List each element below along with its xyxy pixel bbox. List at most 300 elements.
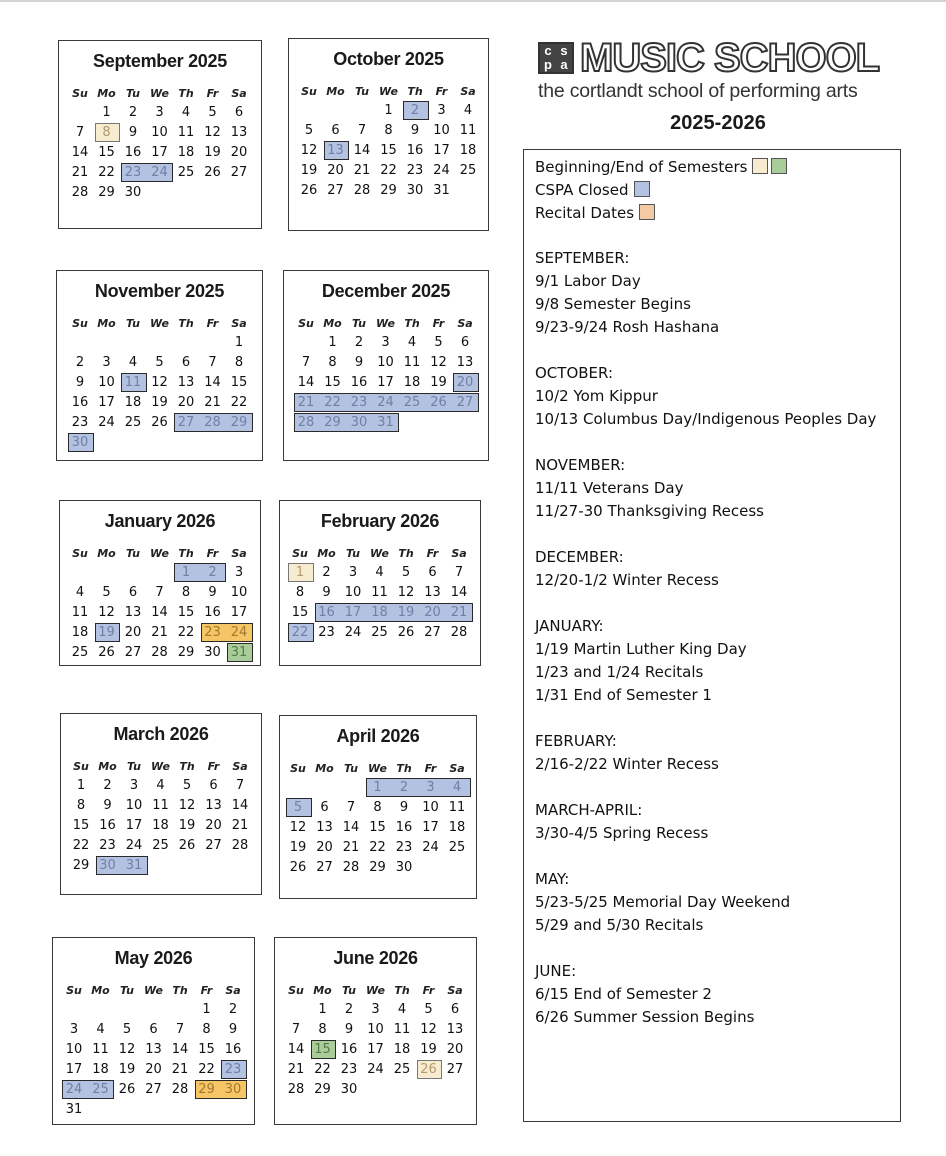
calendar-day: 24 <box>367 1062 384 1077</box>
legend-semesters-label: Beginning/End of Semesters <box>535 158 748 176</box>
calendar-day: 4 <box>375 565 384 580</box>
weekday-label: Th <box>404 317 420 330</box>
weekday-label: Sa <box>225 984 241 997</box>
calendar-day: 29 <box>314 1082 331 1097</box>
calendar-day: 28 <box>71 185 89 200</box>
calendar-day: 15 <box>380 143 397 158</box>
month-title: February 2026 <box>320 511 440 531</box>
calendar-day: 4 <box>96 1022 105 1037</box>
calendar-day: 25 <box>448 840 466 855</box>
weekday-label: Th <box>398 547 414 560</box>
calendar-day: 3 <box>102 355 111 370</box>
calendar-day: 23 <box>318 625 335 640</box>
calendar-october-2025 <box>288 38 489 231</box>
note-item: 1/23 and 1/24 Recitals <box>535 663 704 681</box>
month-title: June 2026 <box>333 948 418 968</box>
weekday-label: Su <box>66 984 82 997</box>
weekday-label: Tu <box>355 85 369 98</box>
calendar-day: 9 <box>322 585 331 600</box>
calendar-day: 16 <box>340 1042 358 1057</box>
calendar-day: 13 <box>316 820 333 835</box>
calendar-day: 1 <box>76 778 86 793</box>
note-heading: OCTOBER: <box>535 364 614 382</box>
note-item: 2/16-2/22 Winter Recess <box>535 755 719 773</box>
calendar-day: 30 <box>99 858 116 873</box>
calendar-day: 18 <box>448 820 466 835</box>
calendar-day: 24 <box>230 625 248 640</box>
calendar-day: 23 <box>204 625 221 640</box>
calendar-day: 6 <box>450 1002 460 1017</box>
calendar-day: 31 <box>433 183 450 198</box>
calendar-day: 20 <box>177 395 195 410</box>
note-item: 10/2 Yom Kippur <box>535 387 658 405</box>
calendar-day: 27 <box>424 625 441 640</box>
calendar-day: 16 <box>224 1042 242 1057</box>
note-item: 9/23-9/24 Rosh Hashana <box>535 318 720 336</box>
calendar-day: 30 <box>224 1082 242 1097</box>
calendar-day: 23 <box>71 415 89 430</box>
calendar-day: 25 <box>92 1082 109 1097</box>
calendar-day: 19 <box>118 1062 136 1077</box>
calendar-day: 23 <box>99 838 116 853</box>
calendar-day: 9 <box>344 1022 354 1037</box>
calendar-day: 20 <box>327 163 344 178</box>
note-item: 5/23-5/25 Memorial Day Weekend <box>535 893 791 911</box>
weekday-label: Su <box>72 87 88 100</box>
calendar-day: 11 <box>152 798 169 813</box>
calendar-day: 12 <box>420 1022 437 1037</box>
calendar-day: 15 <box>177 605 195 620</box>
calendar-day: 1 <box>102 105 111 120</box>
calendar-day: 26 <box>430 395 447 410</box>
weekday-label: Mo <box>313 984 332 997</box>
weekday-label: Th <box>178 317 194 330</box>
calendar-day: 20 <box>124 625 142 640</box>
logo-letter: p <box>540 58 556 72</box>
calendar-day: 23 <box>350 395 368 410</box>
calendar-day: 18 <box>393 1042 411 1057</box>
calendar-day: 23 <box>406 163 424 178</box>
calendar-day: 30 <box>395 860 413 875</box>
calendar-day: 22 <box>198 1062 215 1077</box>
weekday-label: Tu <box>126 317 140 330</box>
calendar-day: 27 <box>177 415 195 430</box>
calendar-day: 14 <box>353 143 371 158</box>
calendar-day: 21 <box>231 818 249 833</box>
calendar-day: 16 <box>350 375 368 390</box>
weekday-label: Sa <box>451 547 467 560</box>
weekday-label: Th <box>179 760 195 773</box>
note-item: 3/30-4/5 Spring Recess <box>535 824 709 842</box>
calendar-day: 17 <box>422 820 439 835</box>
note-section <box>535 546 895 592</box>
calendar-day: 28 <box>342 860 360 875</box>
calendar-day: 1 <box>384 103 393 118</box>
calendar-day: 14 <box>287 1042 305 1057</box>
calendar-day: 5 <box>122 1022 132 1037</box>
calendar-day: 24 <box>422 840 439 855</box>
calendar-day: 9 <box>128 125 138 140</box>
calendar-day: 17 <box>98 395 115 410</box>
top-divider <box>0 0 946 2</box>
calendar-day: 2 <box>399 780 409 795</box>
weekday-label: Tu <box>352 317 366 330</box>
calendar-day: 14 <box>204 375 221 390</box>
month-title: May 2026 <box>114 948 193 968</box>
weekday-label: Sa <box>231 317 247 330</box>
note-heading: MARCH-APRIL: <box>535 801 643 819</box>
weekday-label: Tu <box>126 87 140 100</box>
calendar-day: 15 <box>314 1042 331 1057</box>
calendar-day: 11 <box>448 800 466 815</box>
calendar-day: 10 <box>230 585 248 600</box>
calendar-day: 17 <box>344 605 362 620</box>
calendar-day: 18 <box>177 145 195 160</box>
note-item: 6/15 End of Semester 2 <box>535 985 712 1003</box>
calendar-day: 3 <box>129 778 139 793</box>
weekday-label: Fr <box>207 760 220 773</box>
calendar-day: 8 <box>181 585 191 600</box>
calendar-day: 3 <box>155 105 164 120</box>
calendar-day: 25 <box>393 1062 411 1077</box>
calendar-day: 5 <box>434 335 443 350</box>
calendar-day: 27 <box>230 165 248 180</box>
calendar-day: 23 <box>340 1062 358 1077</box>
school-logo <box>538 36 898 102</box>
calendar-day: 12 <box>397 585 415 600</box>
calendar-day: 22 <box>177 625 195 640</box>
calendar-day: 5 <box>293 800 303 815</box>
calendar-day: 18 <box>371 605 388 620</box>
weekday-label: Mo <box>98 760 117 773</box>
calendar-day: 22 <box>98 165 115 180</box>
legend-notes-panel <box>523 149 901 1122</box>
calendar-day: 25 <box>124 415 142 430</box>
weekday-label: Sa <box>231 87 247 100</box>
calendar-january-2026 <box>59 500 261 666</box>
weekday-label: Sa <box>231 547 247 560</box>
calendar-day: 25 <box>177 165 195 180</box>
calendar-day: 1 <box>181 565 191 580</box>
note-heading: JUNE: <box>535 962 577 980</box>
calendar-day: 30 <box>406 183 424 198</box>
calendar-day: 18 <box>403 375 421 390</box>
calendar-day: 7 <box>235 778 245 793</box>
weekday-label: Mo <box>97 87 116 100</box>
calendar-day: 15 <box>291 605 309 620</box>
calendar-day: 5 <box>182 778 192 793</box>
calendar-day: 6 <box>331 123 340 138</box>
calendar-day: 1 <box>328 335 337 350</box>
weekday-label: Su <box>301 85 317 98</box>
calendar-day: 22 <box>324 395 341 410</box>
calendar-day: 8 <box>102 125 111 140</box>
calendar-day: 21 <box>71 165 89 180</box>
calendar-day: 14 <box>450 585 468 600</box>
calendar-day: 7 <box>301 355 311 370</box>
calendar-day: 16 <box>124 145 142 160</box>
calendar-day: 24 <box>98 415 115 430</box>
calendar-day: 16 <box>71 395 89 410</box>
calendar-day: 2 <box>344 1002 354 1017</box>
calendar-day: 19 <box>289 840 307 855</box>
calendar-day: 22 <box>230 395 248 410</box>
weekday-label: Tu <box>120 984 134 997</box>
calendar-day: 5 <box>102 585 111 600</box>
calendar-day: 5 <box>304 123 314 138</box>
calendar-day: 12 <box>178 798 196 813</box>
weekday-label: Fr <box>422 984 435 997</box>
calendar-day: 2 <box>103 778 112 793</box>
calendar-day: 15 <box>98 145 115 160</box>
calendar-day: 22 <box>314 1062 331 1077</box>
calendar-day: 3 <box>69 1022 79 1037</box>
note-section <box>535 868 895 937</box>
weekday-label: Fr <box>426 547 439 560</box>
calendar-day: 10 <box>344 585 362 600</box>
calendar-day: 5 <box>155 355 164 370</box>
calendar-day: 14 <box>71 145 89 160</box>
calendar-day: 8 <box>328 355 337 370</box>
calendar-day: 26 <box>420 1062 437 1077</box>
weekday-label: Su <box>72 317 88 330</box>
calendar-day: 13 <box>124 605 142 620</box>
calendar-day: 15 <box>324 375 341 390</box>
calendar-day: 28 <box>204 415 221 430</box>
note-item: 11/11 Veterans Day <box>535 479 684 497</box>
weekday-label: Mo <box>97 317 116 330</box>
calendar-day: 8 <box>234 355 244 370</box>
calendar-day: 17 <box>125 818 143 833</box>
calendar-day: 13 <box>177 375 195 390</box>
calendar-day: 14 <box>151 605 168 620</box>
note-item: 11/27-30 Thanksgiving Recess <box>535 502 764 520</box>
calendar-day: 11 <box>371 585 388 600</box>
calendar-day: 23 <box>395 840 413 855</box>
recital-swatch <box>639 204 655 220</box>
calendar-day: 22 <box>291 625 309 640</box>
month-title: January 2026 <box>104 511 216 531</box>
calendar-day: 7 <box>155 585 164 600</box>
calendar-march-2026 <box>60 713 262 895</box>
calendar-day: 9 <box>354 355 364 370</box>
legend-recitals-label: Recital Dates <box>535 204 635 222</box>
calendar-day: 17 <box>433 143 450 158</box>
calendar-day: 11 <box>403 355 421 370</box>
calendar-day: 19 <box>397 605 415 620</box>
calendar-day: 12 <box>204 125 221 140</box>
weekday-label: Tu <box>127 760 141 773</box>
calendar-day: 15 <box>72 818 90 833</box>
weekday-label: We <box>366 984 385 997</box>
calendar-day: 8 <box>384 123 393 138</box>
calendar-day: 9 <box>103 798 112 813</box>
calendar-day: 17 <box>230 605 248 620</box>
calendar-may-2026 <box>52 937 255 1125</box>
calendar-day: 13 <box>327 143 344 158</box>
weekday-label: Tu <box>346 547 360 560</box>
calendar-day: 20 <box>446 1042 464 1057</box>
legend-closed <box>535 181 650 199</box>
calendar-day: 21 <box>171 1062 189 1077</box>
calendar-day: 28 <box>287 1082 305 1097</box>
calendar-day: 25 <box>459 163 477 178</box>
weekday-label: Mo <box>91 984 110 997</box>
weekday-label: Sa <box>232 760 248 773</box>
calendar-day: 14 <box>171 1042 189 1057</box>
calendar-day: 12 <box>289 820 307 835</box>
calendar-day: 29 <box>198 1082 215 1097</box>
calendar-day: 8 <box>318 1022 327 1037</box>
month-title: March 2026 <box>113 724 209 744</box>
calendar-day: 4 <box>181 105 191 120</box>
calendar-day: 16 <box>395 820 413 835</box>
calendar-day: 11 <box>124 375 142 390</box>
calendar-february-2026 <box>279 500 481 666</box>
weekday-label: Th <box>407 85 423 98</box>
calendar-day: 1 <box>318 1002 327 1017</box>
weekday-label: We <box>150 87 169 100</box>
calendar-day: 11 <box>393 1022 411 1037</box>
weekday-label: Fr <box>432 317 445 330</box>
calendar-day: 25 <box>71 645 89 660</box>
calendar-day: 29 <box>230 415 248 430</box>
calendar-day: 10 <box>65 1042 83 1057</box>
calendar-day: 26 <box>397 625 415 640</box>
calendar-day: 20 <box>230 145 248 160</box>
calendar-day: 30 <box>350 415 368 430</box>
logo-letter: a <box>556 58 572 72</box>
calendar-day: 27 <box>456 395 474 410</box>
month-title: November 2025 <box>94 281 225 301</box>
calendar-day: 4 <box>156 778 165 793</box>
calendar-day: 7 <box>208 355 217 370</box>
calendar-day: 26 <box>151 415 168 430</box>
calendar-day: 15 <box>230 375 248 390</box>
calendar-day: 9 <box>75 375 85 390</box>
calendar-day: 13 <box>145 1042 162 1057</box>
calendar-day: 12 <box>98 605 115 620</box>
calendar-day: 8 <box>202 1022 211 1037</box>
calendar-day: 8 <box>76 798 86 813</box>
calendar-day: 8 <box>373 800 382 815</box>
calendar-day: 13 <box>230 125 248 140</box>
calendar-day: 19 <box>204 145 221 160</box>
calendar-day: 20 <box>145 1062 162 1077</box>
calendar-day: 2 <box>354 335 364 350</box>
calendar-day: 6 <box>149 1022 158 1037</box>
note-item: 1/31 End of Semester 1 <box>535 686 712 704</box>
calendar-day: 25 <box>403 395 421 410</box>
calendar-day: 6 <box>460 335 470 350</box>
weekday-label: Mo <box>315 762 334 775</box>
calendar-day: 18 <box>124 395 142 410</box>
calendar-day: 8 <box>295 585 305 600</box>
calendar-day: 10 <box>98 375 115 390</box>
weekday-label: Sa <box>449 762 465 775</box>
school-year-title: 2025-2026 <box>670 112 766 134</box>
calendar-day: 30 <box>340 1082 358 1097</box>
note-item: 6/26 Summer Session Begins <box>535 1008 755 1026</box>
note-item: 10/13 Columbus Day/Indigenous Peoples Day <box>535 410 877 428</box>
note-item: 1/19 Martin Luther King Day <box>535 640 747 658</box>
calendar-day: 19 <box>430 375 447 390</box>
month-title: December 2025 <box>321 281 451 301</box>
calendar-day: 26 <box>289 860 307 875</box>
calendar-day: 3 <box>437 103 446 118</box>
calendar-day: 3 <box>234 565 244 580</box>
calendar-day: 2 <box>75 355 85 370</box>
weekday-label: Su <box>292 547 308 560</box>
closed-swatch <box>634 181 650 197</box>
calendar-day: 4 <box>407 335 417 350</box>
weekday-label: Th <box>178 87 194 100</box>
calendar-day: 28 <box>151 645 168 660</box>
weekday-label: We <box>376 317 395 330</box>
calendar-day: 11 <box>177 125 195 140</box>
calendar-day: 21 <box>450 605 468 620</box>
weekday-label: Th <box>396 762 412 775</box>
calendar-day: 3 <box>371 1002 380 1017</box>
calendar-day: 16 <box>99 818 116 833</box>
calendar-day: 5 <box>401 565 411 580</box>
calendar-day: 25 <box>152 838 169 853</box>
calendar-day: 30 <box>124 185 142 200</box>
calendar-day: 2 <box>322 565 331 580</box>
calendar-day: 9 <box>208 585 217 600</box>
weekday-label: We <box>151 760 170 773</box>
calendar-day: 27 <box>327 183 344 198</box>
calendar-day: 19 <box>300 163 318 178</box>
calendar-day: 28 <box>353 183 371 198</box>
calendar-day: 24 <box>65 1082 83 1097</box>
legend-recitals <box>535 204 655 222</box>
calendar-day: 20 <box>456 375 474 390</box>
calendar-day: 21 <box>353 163 371 178</box>
calendar-day: 7 <box>75 125 85 140</box>
note-section <box>535 730 895 776</box>
calendar-day: 21 <box>151 625 168 640</box>
calendar-day: 21 <box>287 1062 305 1077</box>
calendar-day: 9 <box>399 800 409 815</box>
calendar-day: 18 <box>71 625 89 640</box>
calendar-day: 16 <box>204 605 221 620</box>
calendar-day: 26 <box>178 838 196 853</box>
calendar-day: 2 <box>208 565 217 580</box>
note-heading: NOVEMBER: <box>535 456 626 474</box>
calendar-april-2026 <box>279 715 477 899</box>
calendar-day: 11 <box>92 1042 109 1057</box>
calendar-day: 27 <box>446 1062 464 1077</box>
weekday-label: Fr <box>424 762 437 775</box>
calendar-day: 28 <box>450 625 468 640</box>
note-heading: DECEMBER: <box>535 548 624 566</box>
calendar-day: 6 <box>234 105 244 120</box>
calendar-day: 10 <box>367 1022 384 1037</box>
calendar-day: 24 <box>151 165 168 180</box>
note-section <box>535 362 895 431</box>
calendar-day: 25 <box>371 625 388 640</box>
calendar-day: 13 <box>446 1022 464 1037</box>
calendar-day: 29 <box>324 415 341 430</box>
calendar-day: 27 <box>124 645 142 660</box>
weekday-label: Sa <box>460 85 476 98</box>
calendar-day: 29 <box>98 185 115 200</box>
calendar-day: 5 <box>208 105 217 120</box>
calendar-november-2025 <box>56 270 263 461</box>
calendar-day: 31 <box>65 1102 83 1117</box>
calendar-day: 9 <box>228 1022 238 1037</box>
